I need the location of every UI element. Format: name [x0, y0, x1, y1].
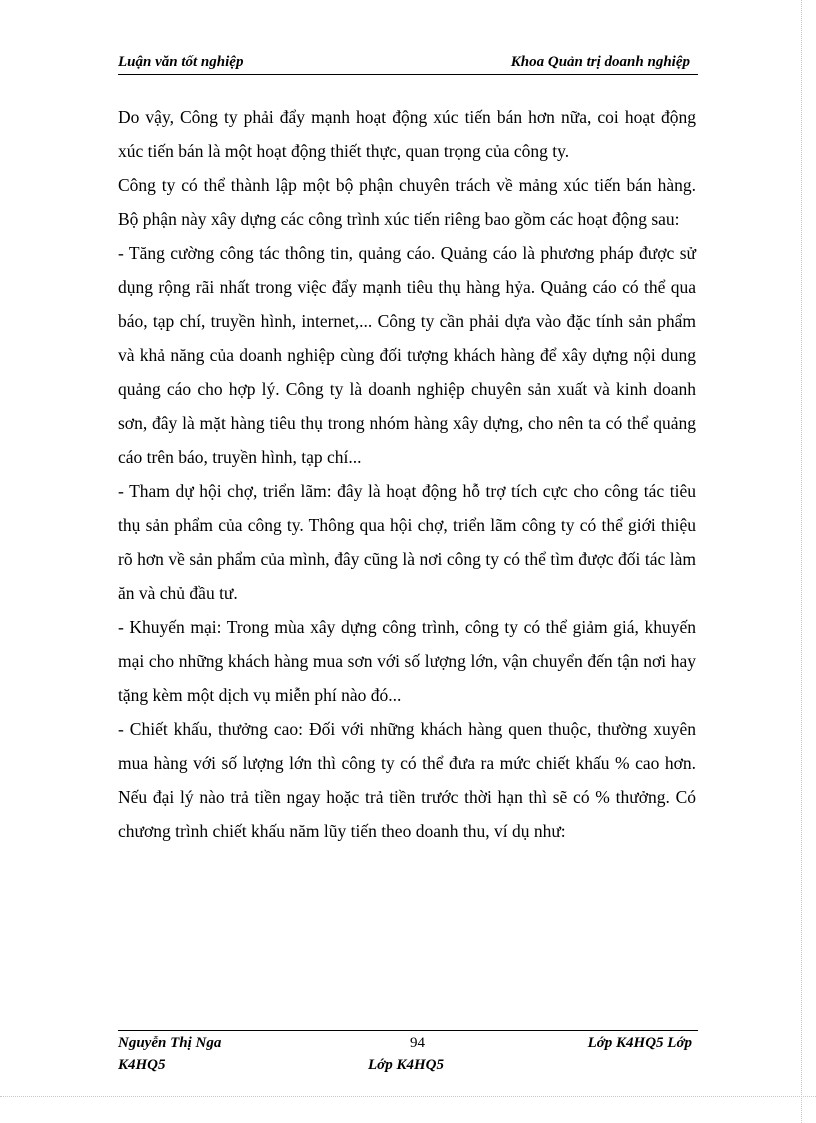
paragraph: Công ty có thể thành lập một bộ phận chuyên trách về mảng xúc tiến bán hàng. Bộ phận này xây dựng các công trình xúc tiến riêng bao gồm các hoạt động sau:: [118, 175, 696, 229]
paragraph: - Tham dự hội chợ, triển lãm: đây là hoạt động hỗ trợ tích cực cho công tác tiêu thụ sản phẩm của công ty. Thông qua hội chợ, triển lãm công ty có thể giới thiệu rõ hơn về sản phẩm của mình, đây cũng là nơi công ty có thể tìm được đối tác làm ăn và chủ đầu tư.: [118, 481, 696, 603]
paragraph: - Chiết khấu, thưởng cao: Đối với những khách hàng quen thuộc, thường xuyên mua hàng với số lượng lớn thì công ty có thể đưa ra mức chiết khấu % cao hơn. Nếu đại lý nào trả tiền ngay hoặc trả tiền trước thời hạn thì sẽ có % thưởng. Có chương trình chiết khấu năm lũy tiến theo doanh thu, ví dụ như:: [118, 719, 696, 841]
footer-author: Nguyễn Thị Nga: [118, 1035, 222, 1051]
header-faculty: Khoa Quản trị doanh nghiệp: [510, 54, 690, 70]
page-number: 94: [410, 1035, 425, 1051]
paragraph: - Khuyến mại: Trong mùa xây dựng công trình, công ty có thể giảm giá, khuyến mại cho những khách hàng mua sơn với số lượng lớn, vận chuyển đến tận nơi hay tặng kèm một dịch vụ miễn phí nào đó...: [118, 617, 696, 705]
header-thesis-title: Luận văn tốt nghiệp: [118, 54, 244, 70]
footer-class-line2: K4HQ5: [118, 1057, 166, 1073]
footer-class-right: Lớp K4HQ5 Lớp: [587, 1035, 692, 1051]
paragraph: Do vậy, Công ty phải đẩy mạnh hoạt động xúc tiến bán hơn nữa, coi hoạt động xúc tiến bán là một hoạt động thiết thực, quan trọng của công ty.: [118, 107, 696, 161]
footer-class-center: Lớp K4HQ5: [368, 1057, 444, 1073]
page-edge-right: [801, 0, 802, 1123]
page-header: [118, 52, 698, 75]
paragraph: - Tăng cường công tác thông tin, quảng cáo. Quảng cáo là phương pháp được sử dụng rộng rãi nhất trong việc đẩy mạnh tiêu thụ hàng hỷa. Quảng cáo có thể qua báo, tạp chí, truyền hình, internet,... Công ty cần phải dựa vào đặc tính sản phẩm và khả năng của doanh nghiệp cùng đối tượng khách hàng để xây dựng nội dung quảng cáo cho hợp lý. Công ty là doanh nghiệp chuyên sản xuất và kinh doanh sơn, đây là mặt hàng tiêu thụ trong nhóm hàng xây dựng, cho nên ta có thể quảng cáo trên báo, truyền hình, tạp chí...: [118, 243, 696, 467]
page-footer: [118, 1030, 698, 1083]
page-edge-bottom: [0, 1096, 816, 1097]
document-body: [118, 100, 696, 848]
